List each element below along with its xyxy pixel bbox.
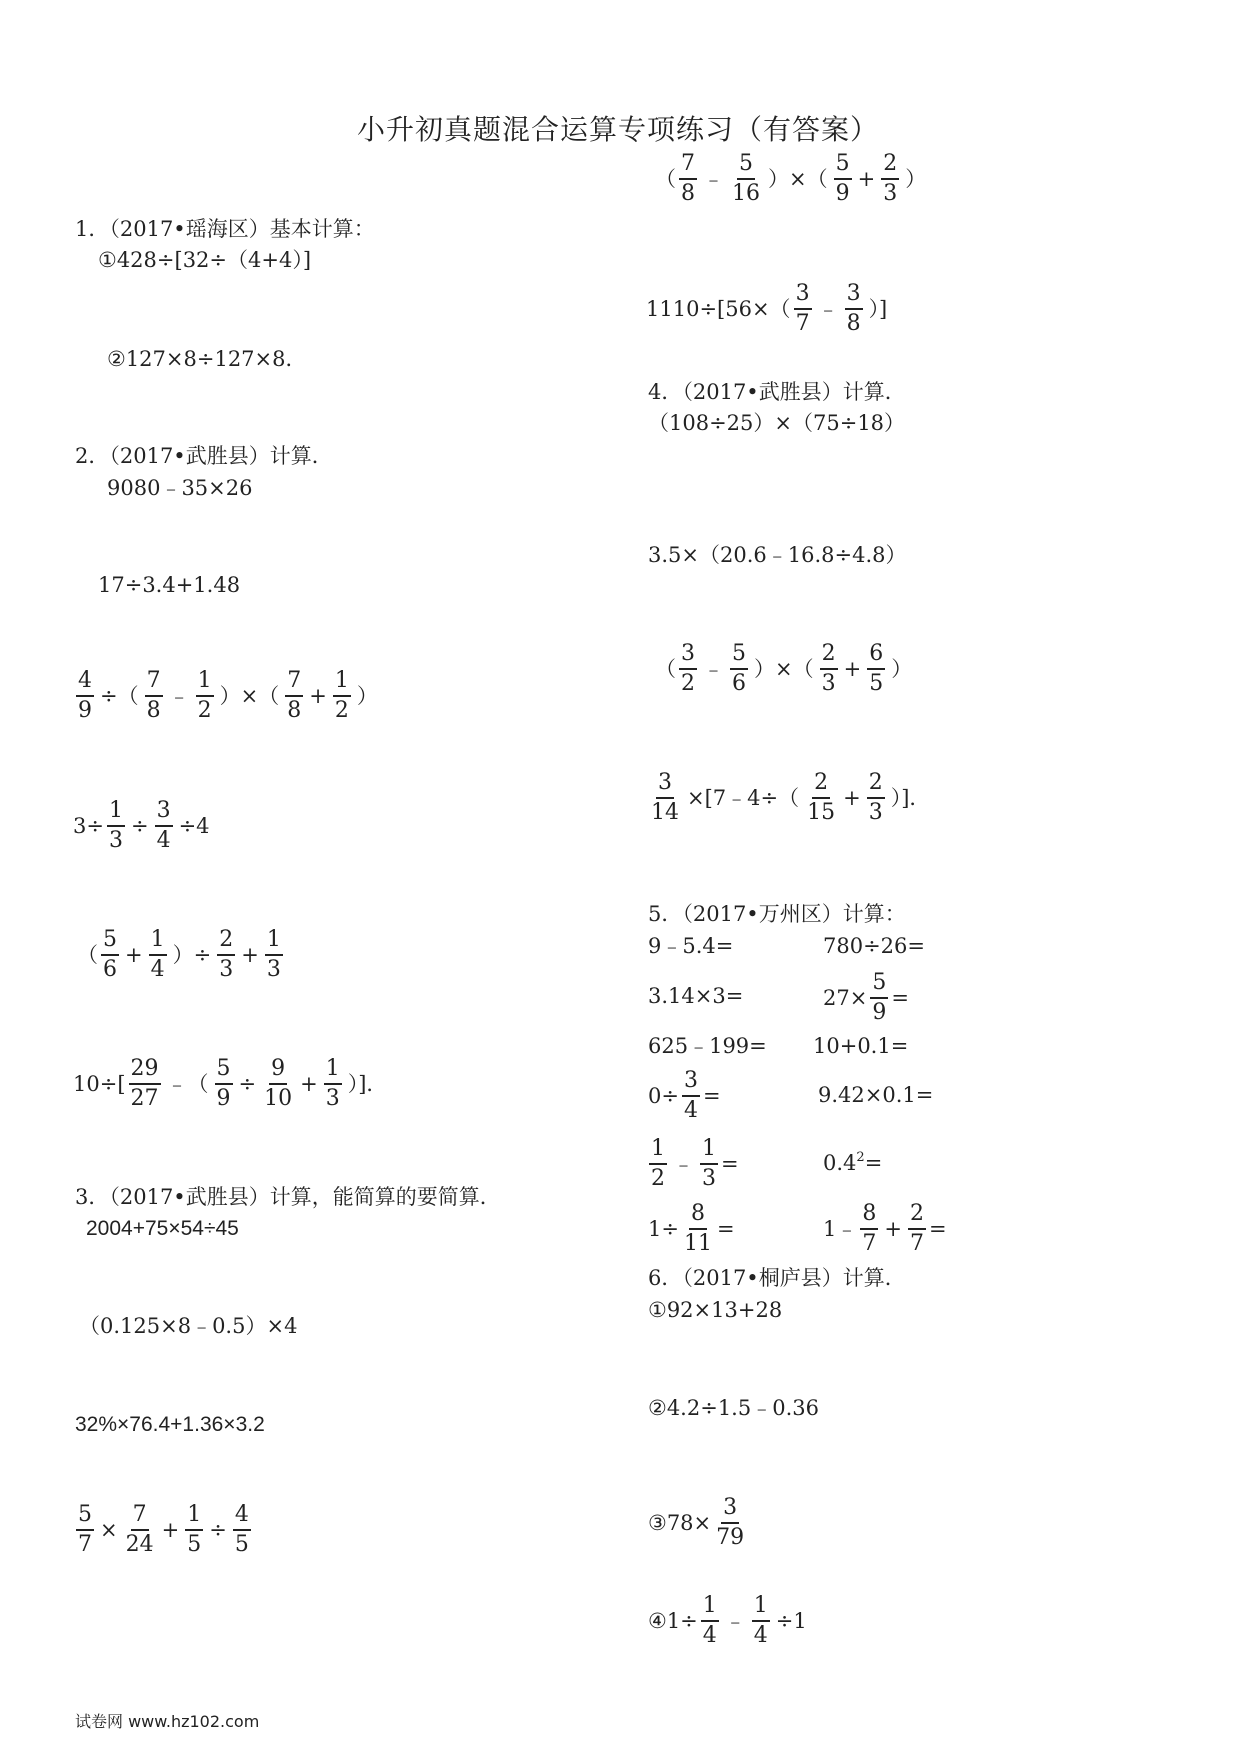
fraction: $\frac{1}{5}$ <box>187 1502 202 1557</box>
fraction: $\frac{1}{3}$ <box>702 1136 716 1191</box>
fraction: $\frac{5}{9}$ <box>216 1056 231 1111</box>
q3-header: 3．（2017•武胜县）计算，能简算的要简算． <box>75 1185 501 1209</box>
fraction: $\frac{5}{7}$ <box>78 1502 92 1557</box>
fraction: $\frac{2}{3}$ <box>868 770 883 825</box>
q4-d: $\frac{3}{14}$ ×[7﹣4÷（ $\frac{2}{15}$ + $\frac{2}{3}$ ）]． <box>651 770 931 825</box>
q5-r2a: 3.14×3= <box>648 984 744 1008</box>
fraction: $\frac{29}{27}$ <box>130 1056 159 1111</box>
q3-a: 2004+75×54÷45 <box>86 1217 239 1240</box>
fraction: $\frac{1}{3}$ <box>108 798 123 853</box>
q5-header: 5．（2017•万州区）计算： <box>648 902 906 926</box>
fraction: $\frac{7}{8}$ <box>287 668 302 723</box>
q5-r3a: 625﹣199= <box>648 1034 767 1058</box>
q5-r5a: $\frac{1}{2}$ ﹣ $\frac{1}{3}$ = <box>651 1136 739 1191</box>
q5-r4a: 0÷ $\frac{3}{4}$ = <box>648 1068 721 1123</box>
fraction: $\frac{5}{6}$ <box>732 641 746 696</box>
fraction: $\frac{5}{6}$ <box>103 927 117 982</box>
q4-b: 3.5×（20.6﹣16.8÷4.8） <box>648 543 907 567</box>
fraction: $\frac{5}{16}$ <box>732 151 760 206</box>
fraction: $\frac{3}{4}$ <box>683 1068 698 1123</box>
q2-d: 3÷ $\frac{1}{3}$ ÷ $\frac{3}{4}$ ÷4 <box>73 798 210 853</box>
r-1110: 1110÷[56×（ $\frac{3}{7}$ ﹣ $\frac{3}{8}$ ）] <box>646 281 888 336</box>
q5-r1a: 9﹣5.4= <box>648 934 734 958</box>
q5-r6b: 1﹣ $\frac{8}{7}$ + $\frac{2}{7}$ = <box>823 1201 947 1256</box>
fraction: $\frac{3}{8}$ <box>846 281 861 336</box>
fraction: $\frac{7}{8}$ <box>146 668 161 723</box>
q2-e: （ $\frac{5}{6}$ + $\frac{1}{4}$ ）÷ $\frac{2}{3}$ + $\frac{1}{3}$ <box>77 927 281 982</box>
q2-b: 17÷3.4+1.48 <box>98 573 241 597</box>
fraction: $\frac{1}{2}$ <box>334 668 349 723</box>
q6-d: ④1÷ $\frac{1}{4}$ ﹣ $\frac{1}{4}$ ÷1 <box>648 1593 807 1648</box>
page-title: 小升初真题混合运算专项练习（有答案） <box>357 113 880 146</box>
q3-b: （0.125×8﹣0.5）×4 <box>79 1314 298 1338</box>
fraction: $\frac{1}{4}$ <box>702 1593 717 1648</box>
q5-r4b: 9.42×0.1= <box>818 1083 934 1107</box>
fraction: $\frac{6}{5}$ <box>869 641 884 696</box>
fraction: $\frac{7}{24}$ <box>125 1502 154 1557</box>
fraction: $\frac{3}{2}$ <box>681 641 695 696</box>
q2-a: 9080﹣35×26 <box>107 476 253 500</box>
fraction: $\frac{2}{15}$ <box>807 770 836 825</box>
fraction: $\frac{4}{9}$ <box>78 668 92 723</box>
fraction: $\frac{1}{2}$ <box>197 668 212 723</box>
fraction: $\frac{2}{7}$ <box>909 1201 924 1256</box>
q6-header: 6．（2017•桐庐县）计算． <box>648 1266 906 1290</box>
fraction: $\frac{1}{3}$ <box>266 927 281 982</box>
q3-c: 32%×76.4+1.36×3.2 <box>75 1413 265 1436</box>
q1-header: 1．（2017•瑶海区）基本计算： <box>75 217 375 241</box>
fraction: $\frac{5}{9}$ <box>872 970 887 1025</box>
fraction: $\frac{5}{9}$ <box>835 151 850 206</box>
fraction: $\frac{2}{3}$ <box>883 151 898 206</box>
q2-header: 2．（2017•武胜县）计算． <box>75 444 333 468</box>
fraction: $\frac{3}{79}$ <box>716 1495 745 1550</box>
fraction: $\frac{8}{11}$ <box>683 1201 712 1256</box>
q6-b: ②4.2÷1.5﹣0.36 <box>648 1396 819 1420</box>
q5-r1b: 780÷26= <box>823 934 925 958</box>
fraction: $\frac{1}{3}$ <box>325 1056 340 1111</box>
q4-a: （108÷25）×（75÷18） <box>648 411 906 435</box>
q6-c: ③78× $\frac{3}{79}$ <box>648 1495 745 1550</box>
q4-c: （ $\frac{3}{2}$ ﹣ $\frac{5}{6}$ ）×（ $\frac{2}{3}$ + $\frac{6}{5}$ ） <box>655 641 913 696</box>
q5-r3b: 10+0.1= <box>813 1034 909 1058</box>
q4-header: 4．（2017•武胜县）计算． <box>648 380 906 404</box>
fraction: $\frac{3}{14}$ <box>651 770 679 825</box>
q5-r5b: $0.4^2=$ <box>823 1150 883 1175</box>
fraction: $\frac{7}{8}$ <box>681 151 695 206</box>
fraction: $\frac{9}{10}$ <box>264 1056 293 1111</box>
fraction: $\frac{1}{2}$ <box>651 1136 665 1191</box>
footer-site: 试卷网 www.hz102.com <box>75 1712 260 1731</box>
fraction: $\frac{8}{7}$ <box>862 1201 877 1256</box>
fraction: $\frac{1}{4}$ <box>753 1593 768 1648</box>
q5-r2b: 27× $\frac{5}{9}$ = <box>823 970 909 1025</box>
fraction: $\frac{3}{4}$ <box>156 798 171 853</box>
q1-b: ②127×8÷127×8． <box>107 347 307 371</box>
fraction: $\frac{3}{7}$ <box>795 281 810 336</box>
q3-d: $\frac{5}{7}$ × $\frac{7}{24}$ + $\frac{1}{5}$ ÷ $\frac{4}{5}$ <box>78 1502 249 1557</box>
fraction: $\frac{2}{3}$ <box>219 927 234 982</box>
q6-a: ①92×13+28 <box>648 1298 783 1322</box>
q5-r6a: 1÷ $\frac{8}{11}$ = <box>648 1201 735 1256</box>
fraction: $\frac{4}{5}$ <box>234 1502 249 1557</box>
q1-a: ①428÷[32÷（4+4）] <box>98 248 312 272</box>
q2-f: 10÷[ $\frac{29}{27}$ ﹣（ $\frac{5}{9}$ ÷ $\frac{9}{10}$ + $\frac{1}{3}$ ）]． <box>73 1056 388 1111</box>
q2-c: $\frac{4}{9}$ ÷（ $\frac{7}{8}$ ﹣ $\frac{1}{2}$ ）×（ $\frac{7}{8}$ + $\frac{1}{2}$ ） <box>78 668 378 723</box>
fraction: $\frac{1}{4}$ <box>150 927 165 982</box>
r-top: （ $\frac{7}{8}$ ﹣ $\frac{5}{16}$ ）×（ $\frac{5}{9}$ + $\frac{2}{3}$ ） <box>655 151 927 206</box>
fraction: $\frac{2}{3}$ <box>821 641 836 696</box>
